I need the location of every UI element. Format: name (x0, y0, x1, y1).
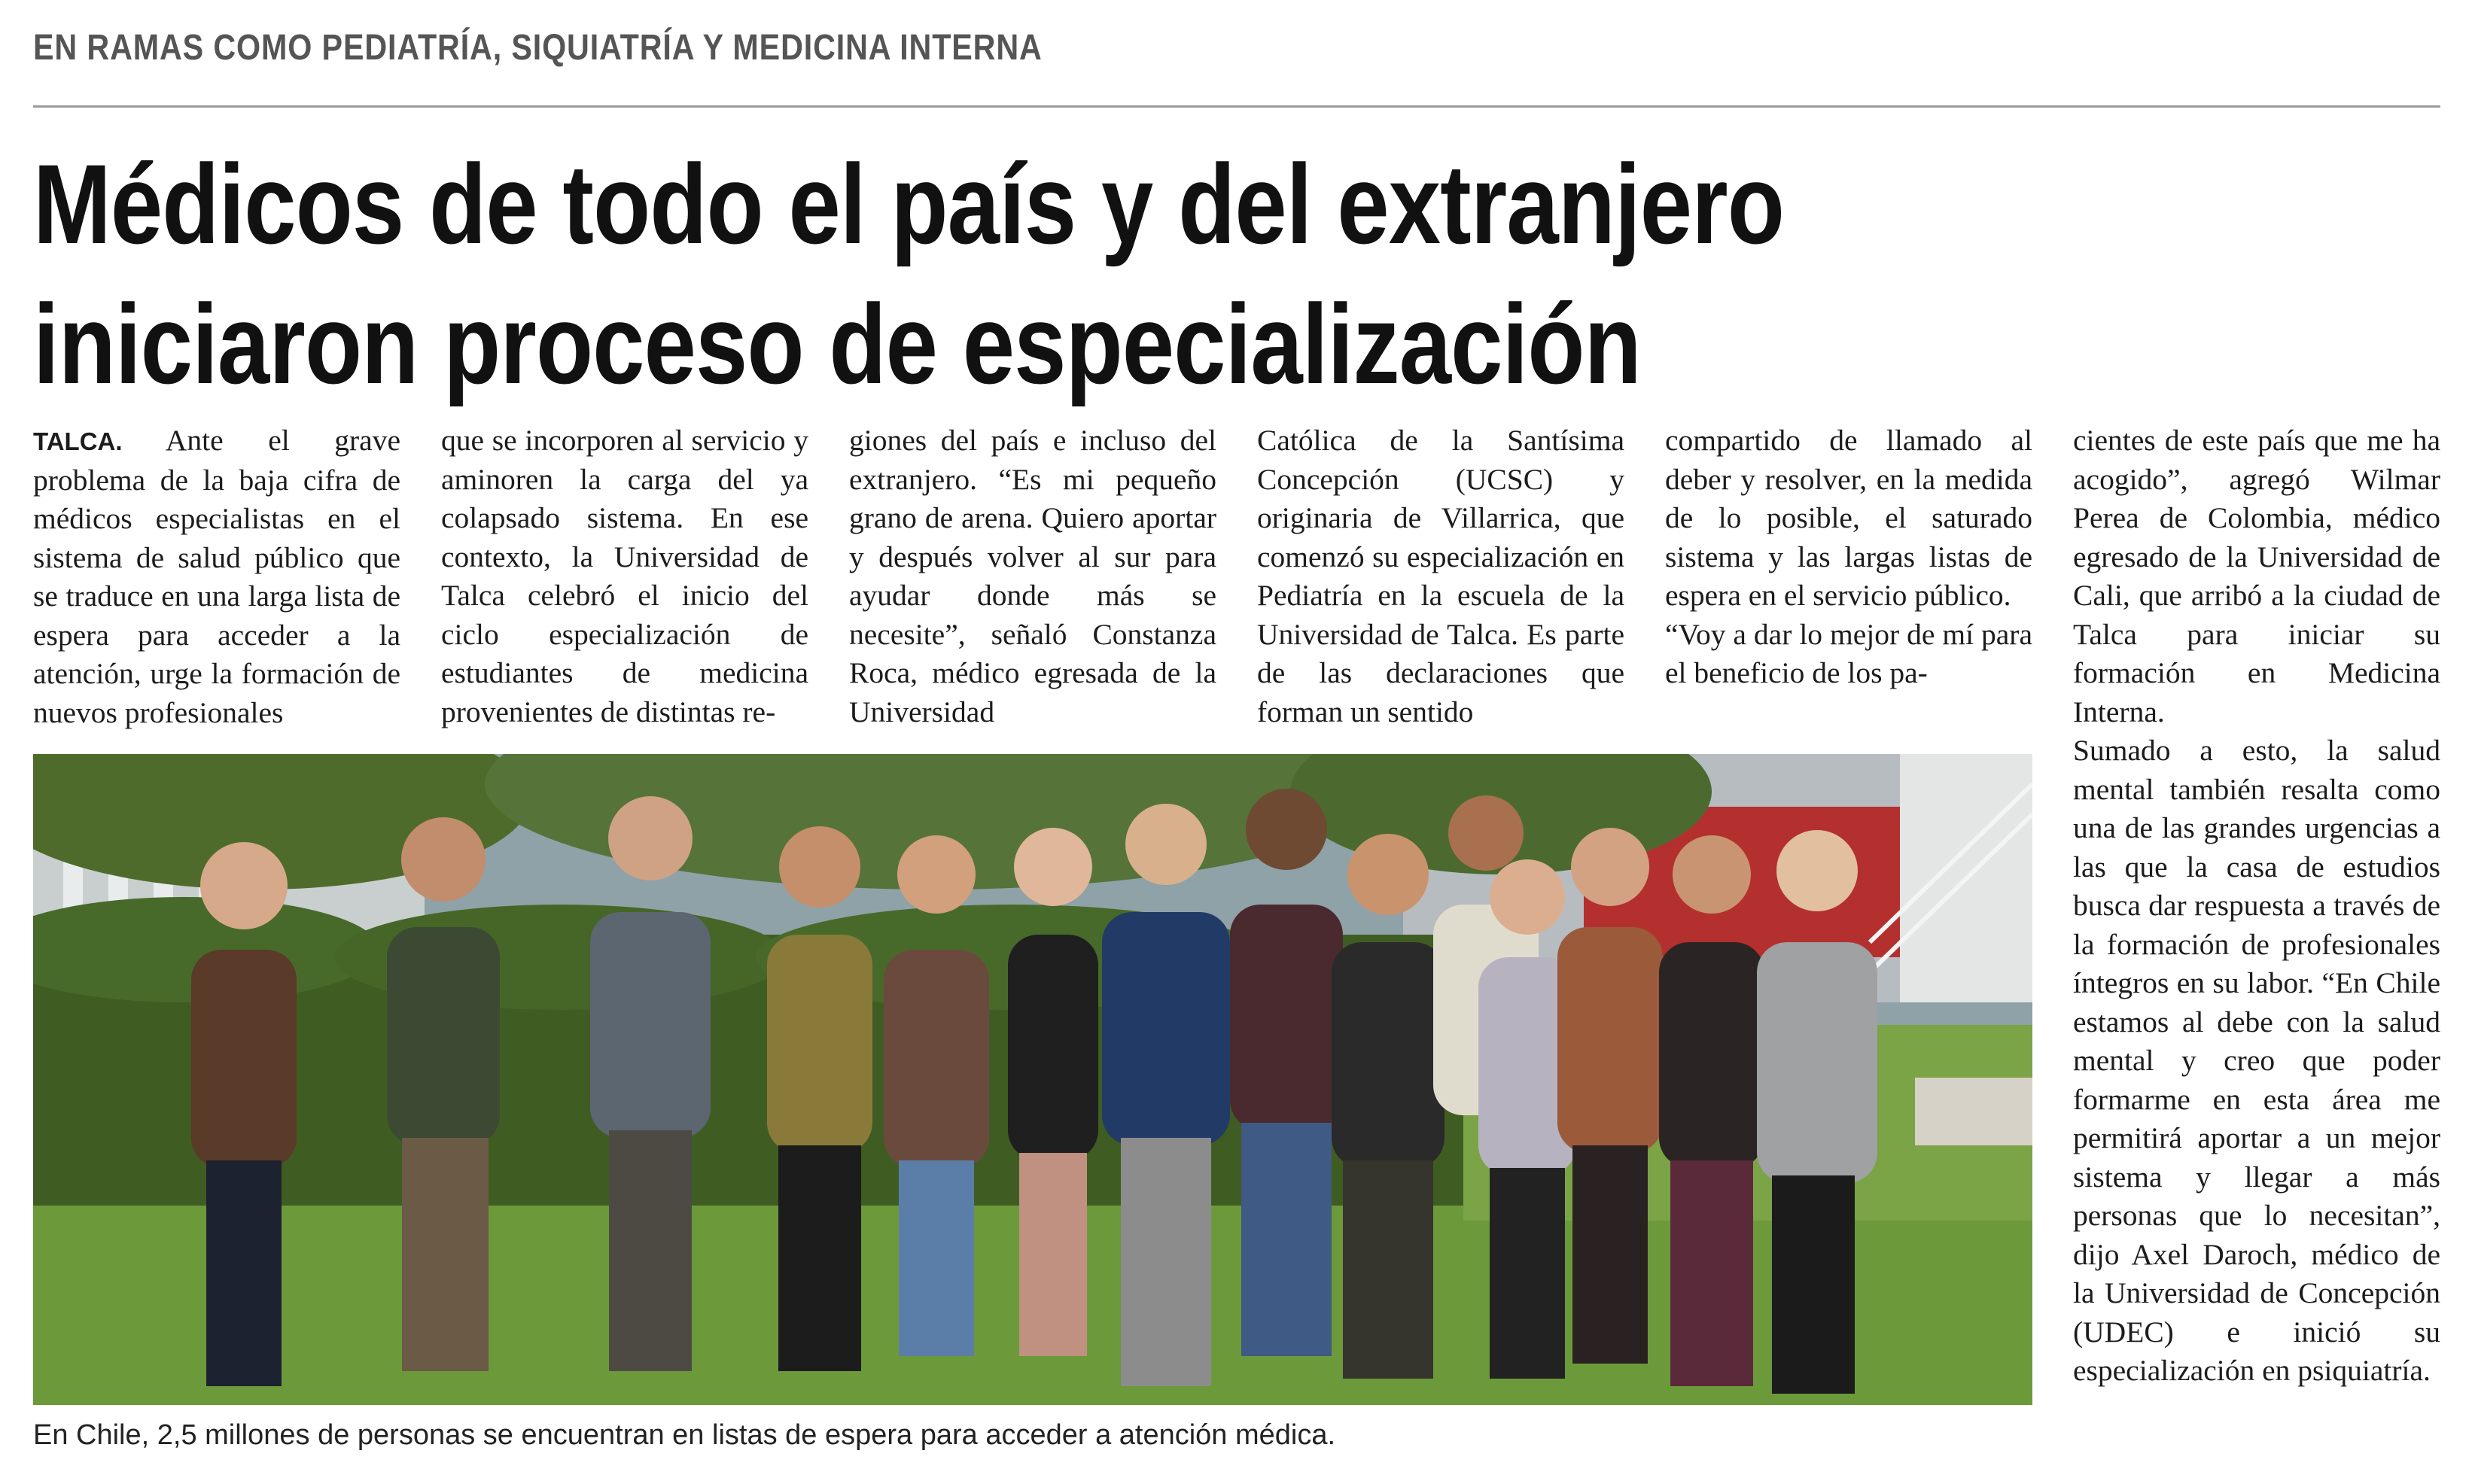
article-kicker: EN RAMAS COMO PEDIATRÍA, SIQUIATRÍA Y MEDICINA INTERNA (33, 28, 1043, 68)
article-headline (33, 134, 1784, 414)
column-3-text: giones del país e incluso del extranjero. “Es mi pequeño grano de arena. Quiero aportar y después volver al sur para ayudar donde más se necesite”, señaló Constanza Roca, médico egresada de la Universidad (849, 424, 1216, 728)
headline-line-1: Médicos de todo el país y del extranjero (33, 141, 1785, 267)
column-5-text-a: compartido de llamado al deber y resolver, en la medida de lo posible, el saturado sistema y las largas listas de espera en el servicio público. (1665, 424, 2032, 612)
group-photo (33, 754, 2032, 1405)
column-6-text-b: Sumado a esto, la salud mental también resalta como una de las grandes urgencias a las que la casa de estudios busca dar respuesta a través de la formación de profesionales íntegros en su labor. “En Chile estamos al debe con la salud mental y creo que poder formarme en esta área me permitirá aportar a un mejor sistema y llegar a más personas que lo necesitan”, dijo Axel Daroch, médico de la Universidad de Concepción (UDEC) e inició su especialización en psiquiatría. (2073, 734, 2440, 1387)
article-column-5 (1665, 421, 2032, 730)
article-column-1 (33, 421, 400, 730)
article-column-3 (849, 421, 1216, 730)
photo-caption: En Chile, 2,5 millones de personas se encuentran en listas de espera para acceder a atención médica. (33, 1419, 1336, 1451)
column-5-text-b: “Voy a dar lo mejor de mí para el beneficio de los pa- (1665, 617, 2032, 689)
article-column-6 (2073, 421, 2440, 1460)
column-2-text: que se incorporen al servicio y aminoren la carga del ya colapsado sistema. En ese contexto, la Universidad de Talca celebró el inicio del ciclo especialización de estudiantes de medicina provenientes de distintas re- (441, 424, 808, 728)
column-1-text: Ante el grave problema de la baja cifra de médicos especialistas en el sistema de salud público que se traduce en una larga lista de espera para acceder a la atención, urge la formación de nuevos profesionales (33, 424, 400, 729)
article-column-4 (1257, 421, 1624, 730)
article-column-2 (441, 421, 808, 730)
headline-line-2: iniciaron proceso de especialización (33, 281, 1641, 407)
column-4-text: Católica de la Santísima Concepción (UCSC) y originaria de Villarrica, que comenzó su especialización en Pediatría en la escuela de la Universidad de Talca. Es parte de las declaraciones que forman un sentido (1257, 424, 1624, 728)
dateline: TALCA. (33, 427, 123, 455)
divider-rule (33, 105, 2440, 108)
column-6-text-a: cientes de este país que me ha acogido”, agregó Wilmar Perea de Colombia, médico egresado de la Universidad de Cali, que arribó a la ciudad de Talca para iniciar su formación en Medicina Interna. (2073, 424, 2440, 728)
